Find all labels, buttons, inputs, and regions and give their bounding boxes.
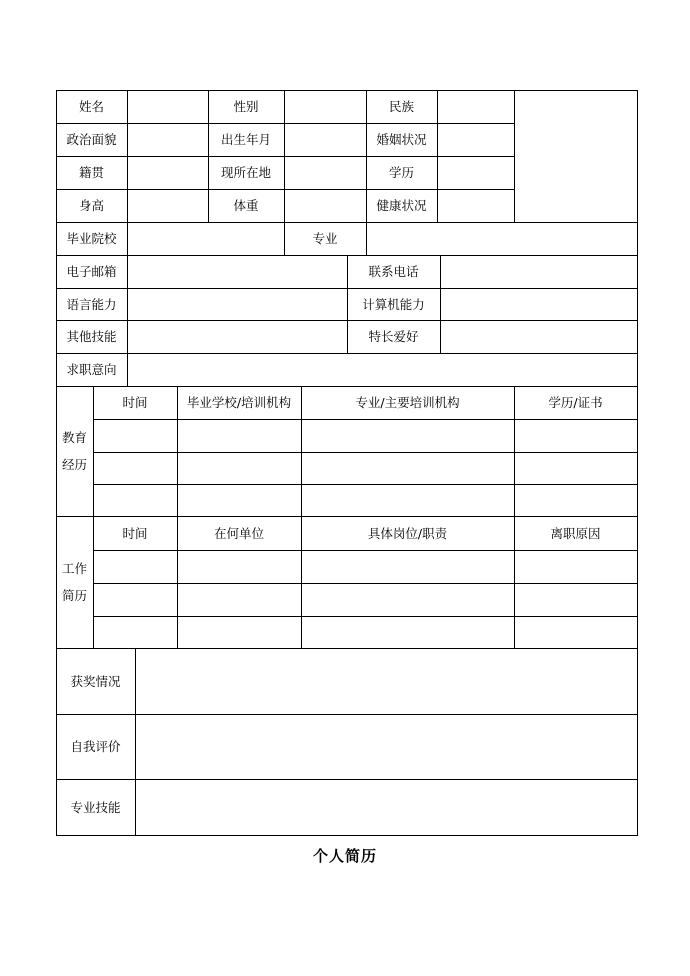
label-ethnicity: 民族	[388, 99, 414, 114]
input-phone[interactable]	[440, 255, 637, 288]
work-row[interactable]	[93, 616, 637, 648]
input-hobbies[interactable]	[440, 320, 637, 353]
input-name[interactable]	[127, 90, 208, 123]
work-section-label	[56, 516, 93, 648]
input-other-skills[interactable]	[127, 320, 347, 353]
label-health: 健康状况	[376, 198, 427, 213]
input-computer[interactable]	[440, 288, 637, 320]
input-email[interactable]	[127, 255, 347, 288]
input-professional-skills[interactable]	[135, 779, 637, 835]
work-label-line2: 简历	[61, 588, 87, 603]
education-row[interactable]	[93, 419, 637, 452]
input-education-level[interactable]	[437, 156, 514, 189]
input-political-status[interactable]	[127, 123, 208, 156]
input-major[interactable]	[366, 222, 637, 255]
work-header-time: 时间	[122, 525, 148, 541]
work-label-line1: 工作	[61, 561, 87, 576]
input-job-intention[interactable]	[127, 353, 637, 386]
education-header-major: 专业/主要培训机构	[355, 395, 460, 410]
input-health[interactable]	[437, 189, 514, 222]
label-birth-date: 出生年月	[220, 132, 271, 147]
input-current-location[interactable]	[284, 156, 366, 189]
label-email: 电子邮箱	[66, 264, 117, 279]
education-header-time: 时间	[122, 395, 148, 410]
education-section-label	[56, 386, 93, 516]
education-header-degree: 学历/证书	[548, 395, 603, 410]
label-name: 姓名	[78, 99, 104, 114]
label-education-level: 学历	[388, 165, 414, 180]
education-header-school: 毕业学校/培训机构	[186, 395, 292, 410]
label-computer: 计算机能力	[362, 296, 425, 312]
input-self-evaluation[interactable]	[135, 714, 637, 779]
label-major: 专业	[312, 231, 338, 246]
education-label-line2: 经历	[61, 457, 87, 472]
label-marital-status: 婚姻状况	[376, 132, 427, 147]
label-graduated-from: 毕业院校	[66, 231, 117, 246]
work-header-employer: 在何单位	[213, 525, 264, 541]
label-phone: 联系电话	[368, 264, 419, 279]
page-title: 个人简历	[312, 847, 377, 865]
work-row[interactable]	[93, 550, 637, 583]
work-header-position: 具体岗位/职责	[367, 525, 448, 541]
input-language[interactable]	[127, 288, 347, 320]
input-native-place[interactable]	[127, 156, 208, 189]
education-label-line1: 教育	[61, 430, 87, 445]
label-professional-skills: 专业技能	[70, 799, 121, 815]
label-awards: 获奖情况	[70, 673, 121, 689]
input-birth-date[interactable]	[284, 123, 366, 156]
input-marital-status[interactable]	[437, 123, 514, 156]
input-gender[interactable]	[284, 90, 366, 123]
label-gender: 性别	[233, 99, 259, 114]
label-political-status: 政治面貌	[66, 132, 117, 147]
label-language: 语言能力	[66, 296, 117, 312]
input-graduated-from[interactable]	[127, 222, 284, 255]
input-awards[interactable]	[135, 648, 637, 714]
work-row[interactable]	[93, 583, 637, 616]
label-height: 身高	[78, 198, 104, 213]
label-self-evaluation: 自我评价	[70, 739, 121, 754]
input-height[interactable]	[127, 189, 208, 222]
work-header-reason: 离职原因	[550, 525, 601, 541]
photo-box[interactable]	[514, 90, 637, 222]
input-weight[interactable]	[284, 189, 366, 222]
education-row[interactable]	[93, 484, 637, 516]
label-native-place: 籍贯	[78, 165, 104, 180]
education-row[interactable]	[93, 452, 637, 484]
label-hobbies: 特长爱好	[368, 329, 419, 344]
label-weight: 体重	[233, 198, 259, 213]
input-ethnicity[interactable]	[437, 90, 514, 123]
label-current-location: 现所在地	[220, 165, 271, 180]
label-job-intention: 求职意向	[66, 362, 117, 377]
label-other-skills: 其他技能	[66, 329, 117, 344]
